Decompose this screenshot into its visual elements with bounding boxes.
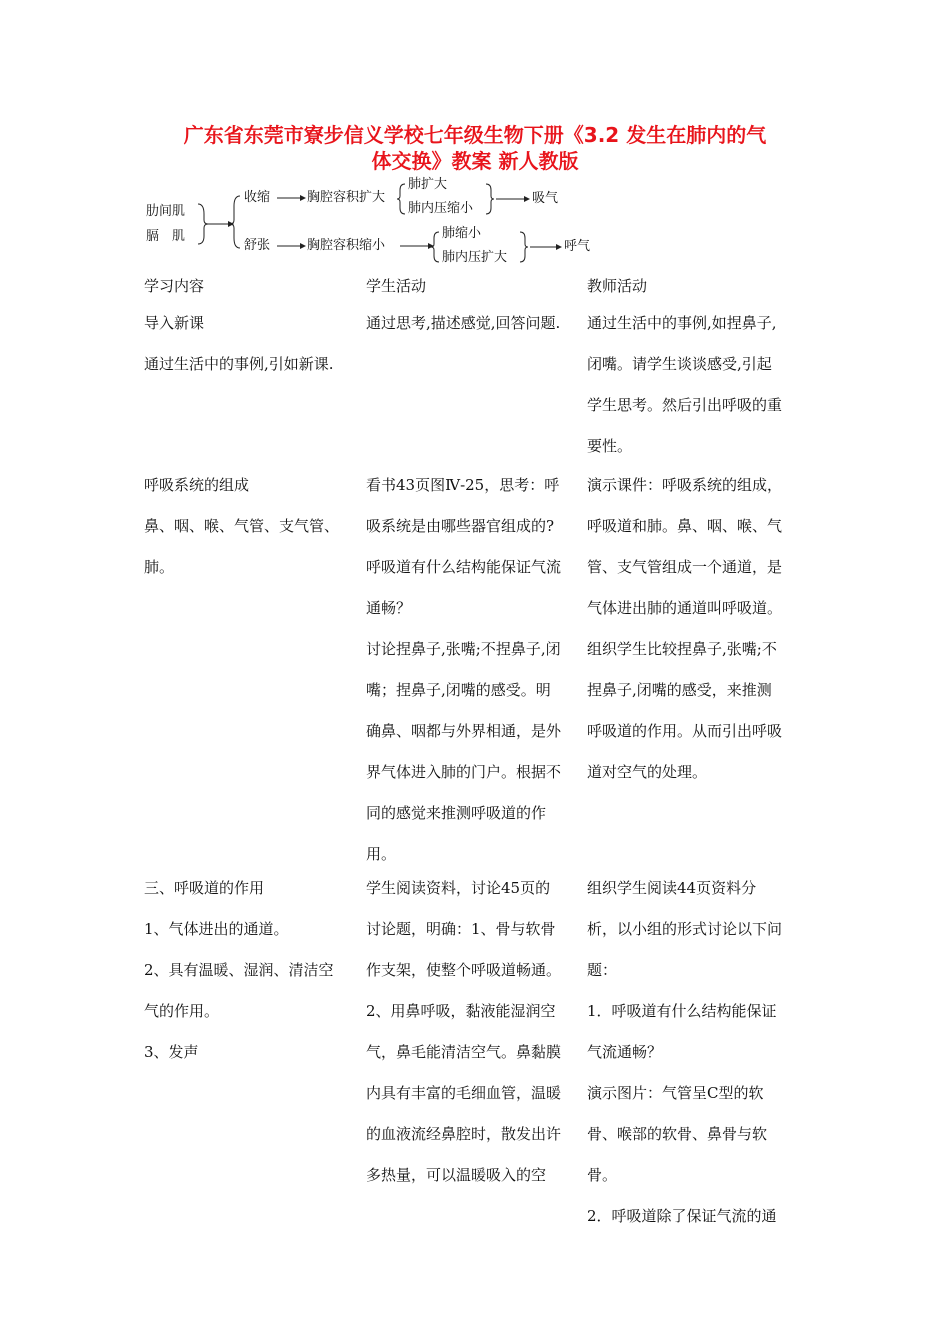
- diagram-exhale: 呼气: [564, 239, 591, 254]
- text-line: 学生阅读资料，讨论45页的: [366, 879, 551, 897]
- text-line: 1．呼吸道有什么结构能保证: [587, 1002, 777, 1020]
- diagram-label-diaphragm: 膈 肌: [146, 229, 186, 244]
- text-line: 演示课件：呼吸系统的组成，: [587, 476, 783, 494]
- title-line-1: 广东省东莞市寮步信义学校七年级生物下册《3.2 发生在肺内的气: [183, 123, 767, 147]
- diagram-bottom-effect: 胸腔容积缩小: [307, 238, 386, 253]
- text-line: 气，鼻毛能清洁空气。鼻黏膜: [366, 1043, 562, 1061]
- text-line: 同的感觉来推测呼吸道的作: [366, 804, 547, 822]
- text-line: 通过生活中的事例,引如新课.: [144, 355, 334, 373]
- section3-student: [366, 868, 561, 1196]
- section2-student: [366, 465, 561, 875]
- text-line: 道对空气的处理。: [587, 763, 708, 781]
- text-line: 讨论捏鼻子,张嘴;不捏鼻子,闭: [366, 640, 561, 658]
- text-line: 2、用鼻呼吸，黏液能湿润空: [366, 1002, 556, 1020]
- text-line: 呼吸系统的组成: [144, 476, 250, 494]
- text-line: 吸系统是由哪些器官组成的?: [366, 517, 555, 535]
- section2-content: [144, 465, 339, 588]
- header-teacher-activity: 教师活动: [587, 277, 648, 295]
- text-line: 多热量，可以温暖吸入的空: [366, 1166, 547, 1184]
- diagram-bottom-action: 舒张: [244, 238, 271, 253]
- text-line: 要性。: [587, 437, 633, 455]
- text-line: 析，以小组的形式讨论以下问: [587, 920, 783, 938]
- text-line: 气的作用。: [144, 1002, 220, 1020]
- text-line: 肺。: [144, 558, 175, 576]
- section2-teacher: [587, 465, 782, 793]
- text-line: 组织学生阅读44页资料分: [587, 879, 757, 897]
- text-line: 看书43页图Ⅳ-25，思考：呼: [366, 476, 560, 494]
- title-line-2: 体交换》教案 新人教版: [371, 149, 579, 173]
- text-line: 通过生活中的事例,如捏鼻子,: [587, 314, 777, 332]
- text-line: 2、具有温暖、湿润、清洁空: [144, 961, 334, 979]
- text-line: 呼吸道和肺。鼻、咽、喉、气: [587, 517, 783, 535]
- text-line: 呼吸道的作用。从而引出呼吸: [587, 722, 783, 740]
- text-line: 呼吸道有什么结构能保证气流: [366, 558, 562, 576]
- text-line: 闭嘴。请学生谈谈感受,引起: [587, 355, 772, 373]
- text-line: 学生思考。然后引出呼吸的重: [587, 396, 783, 414]
- diagram-inhale: 吸气: [532, 191, 559, 206]
- text-line: 鼻、咽、喉、气管、支气管、: [144, 517, 340, 535]
- text-line: 作支架，使整个呼吸道畅通。: [366, 961, 562, 979]
- text-line: 3、发声: [144, 1043, 199, 1061]
- diagram-bottom-result-1: 肺缩小: [442, 226, 482, 241]
- section3-content: [144, 868, 334, 1073]
- text-line: 确鼻、咽都与外界相通，是外: [366, 722, 562, 740]
- text-line: 导入新课: [144, 314, 205, 332]
- section1-student: [366, 303, 560, 344]
- diagram-bottom-result-2: 肺内压扩大: [442, 250, 508, 265]
- diagram-top-action: 收缩: [244, 190, 271, 205]
- text-line: 气体进出肺的通道叫呼吸道。: [587, 599, 783, 617]
- text-line: 2．呼吸道除了保证气流的通: [587, 1207, 777, 1225]
- diagram-label-intercostal: 肋间肌: [146, 204, 186, 219]
- header-learning-content: 学习内容: [144, 277, 205, 295]
- text-line: 讨论题，明确：1、骨与软骨: [366, 920, 556, 938]
- diagram-top-effect: 胸腔容积扩大: [307, 190, 386, 205]
- text-line: 组织学生比较捏鼻子,张嘴;不: [587, 640, 777, 658]
- text-line: 的血液流经鼻腔时，散发出许: [366, 1125, 562, 1143]
- text-line: 1、气体进出的通道。: [144, 920, 289, 938]
- text-line: 气流通畅？: [587, 1043, 663, 1061]
- text-line: 管、支气管组成一个通道，是: [587, 558, 783, 576]
- text-line: 骨、喉部的软骨、鼻骨与软: [587, 1125, 768, 1143]
- breathing-mechanism-diagram: [140, 178, 600, 270]
- text-line: 界气体进入肺的门户。根据不: [366, 763, 562, 781]
- text-line: 捏鼻子,闭嘴的感受，来推测: [587, 681, 772, 699]
- diagram-top-result-2: 肺内压缩小: [408, 201, 474, 216]
- text-line: 演示图片：气管呈C型的软: [587, 1084, 764, 1102]
- text-line: 内具有丰富的毛细血管，温暖: [366, 1084, 562, 1102]
- text-line: 嘴；捏鼻子,闭嘴的感受。明: [366, 681, 551, 699]
- section1-content: [144, 303, 334, 385]
- header-student-activity: 学生活动: [366, 277, 427, 295]
- text-line: 用。: [366, 845, 397, 863]
- diagram-top-result-1: 肺扩大: [408, 177, 448, 192]
- document-title: [120, 122, 830, 174]
- text-line: 通畅？: [366, 599, 412, 617]
- text-line: 题：: [587, 961, 618, 979]
- section1-teacher: [587, 303, 782, 467]
- text-line: 骨。: [587, 1166, 618, 1184]
- section3-teacher: [587, 868, 782, 1237]
- text-line: 通过思考,描述感觉,回答问题.: [366, 314, 561, 332]
- text-line: 三、呼吸道的作用: [144, 879, 265, 897]
